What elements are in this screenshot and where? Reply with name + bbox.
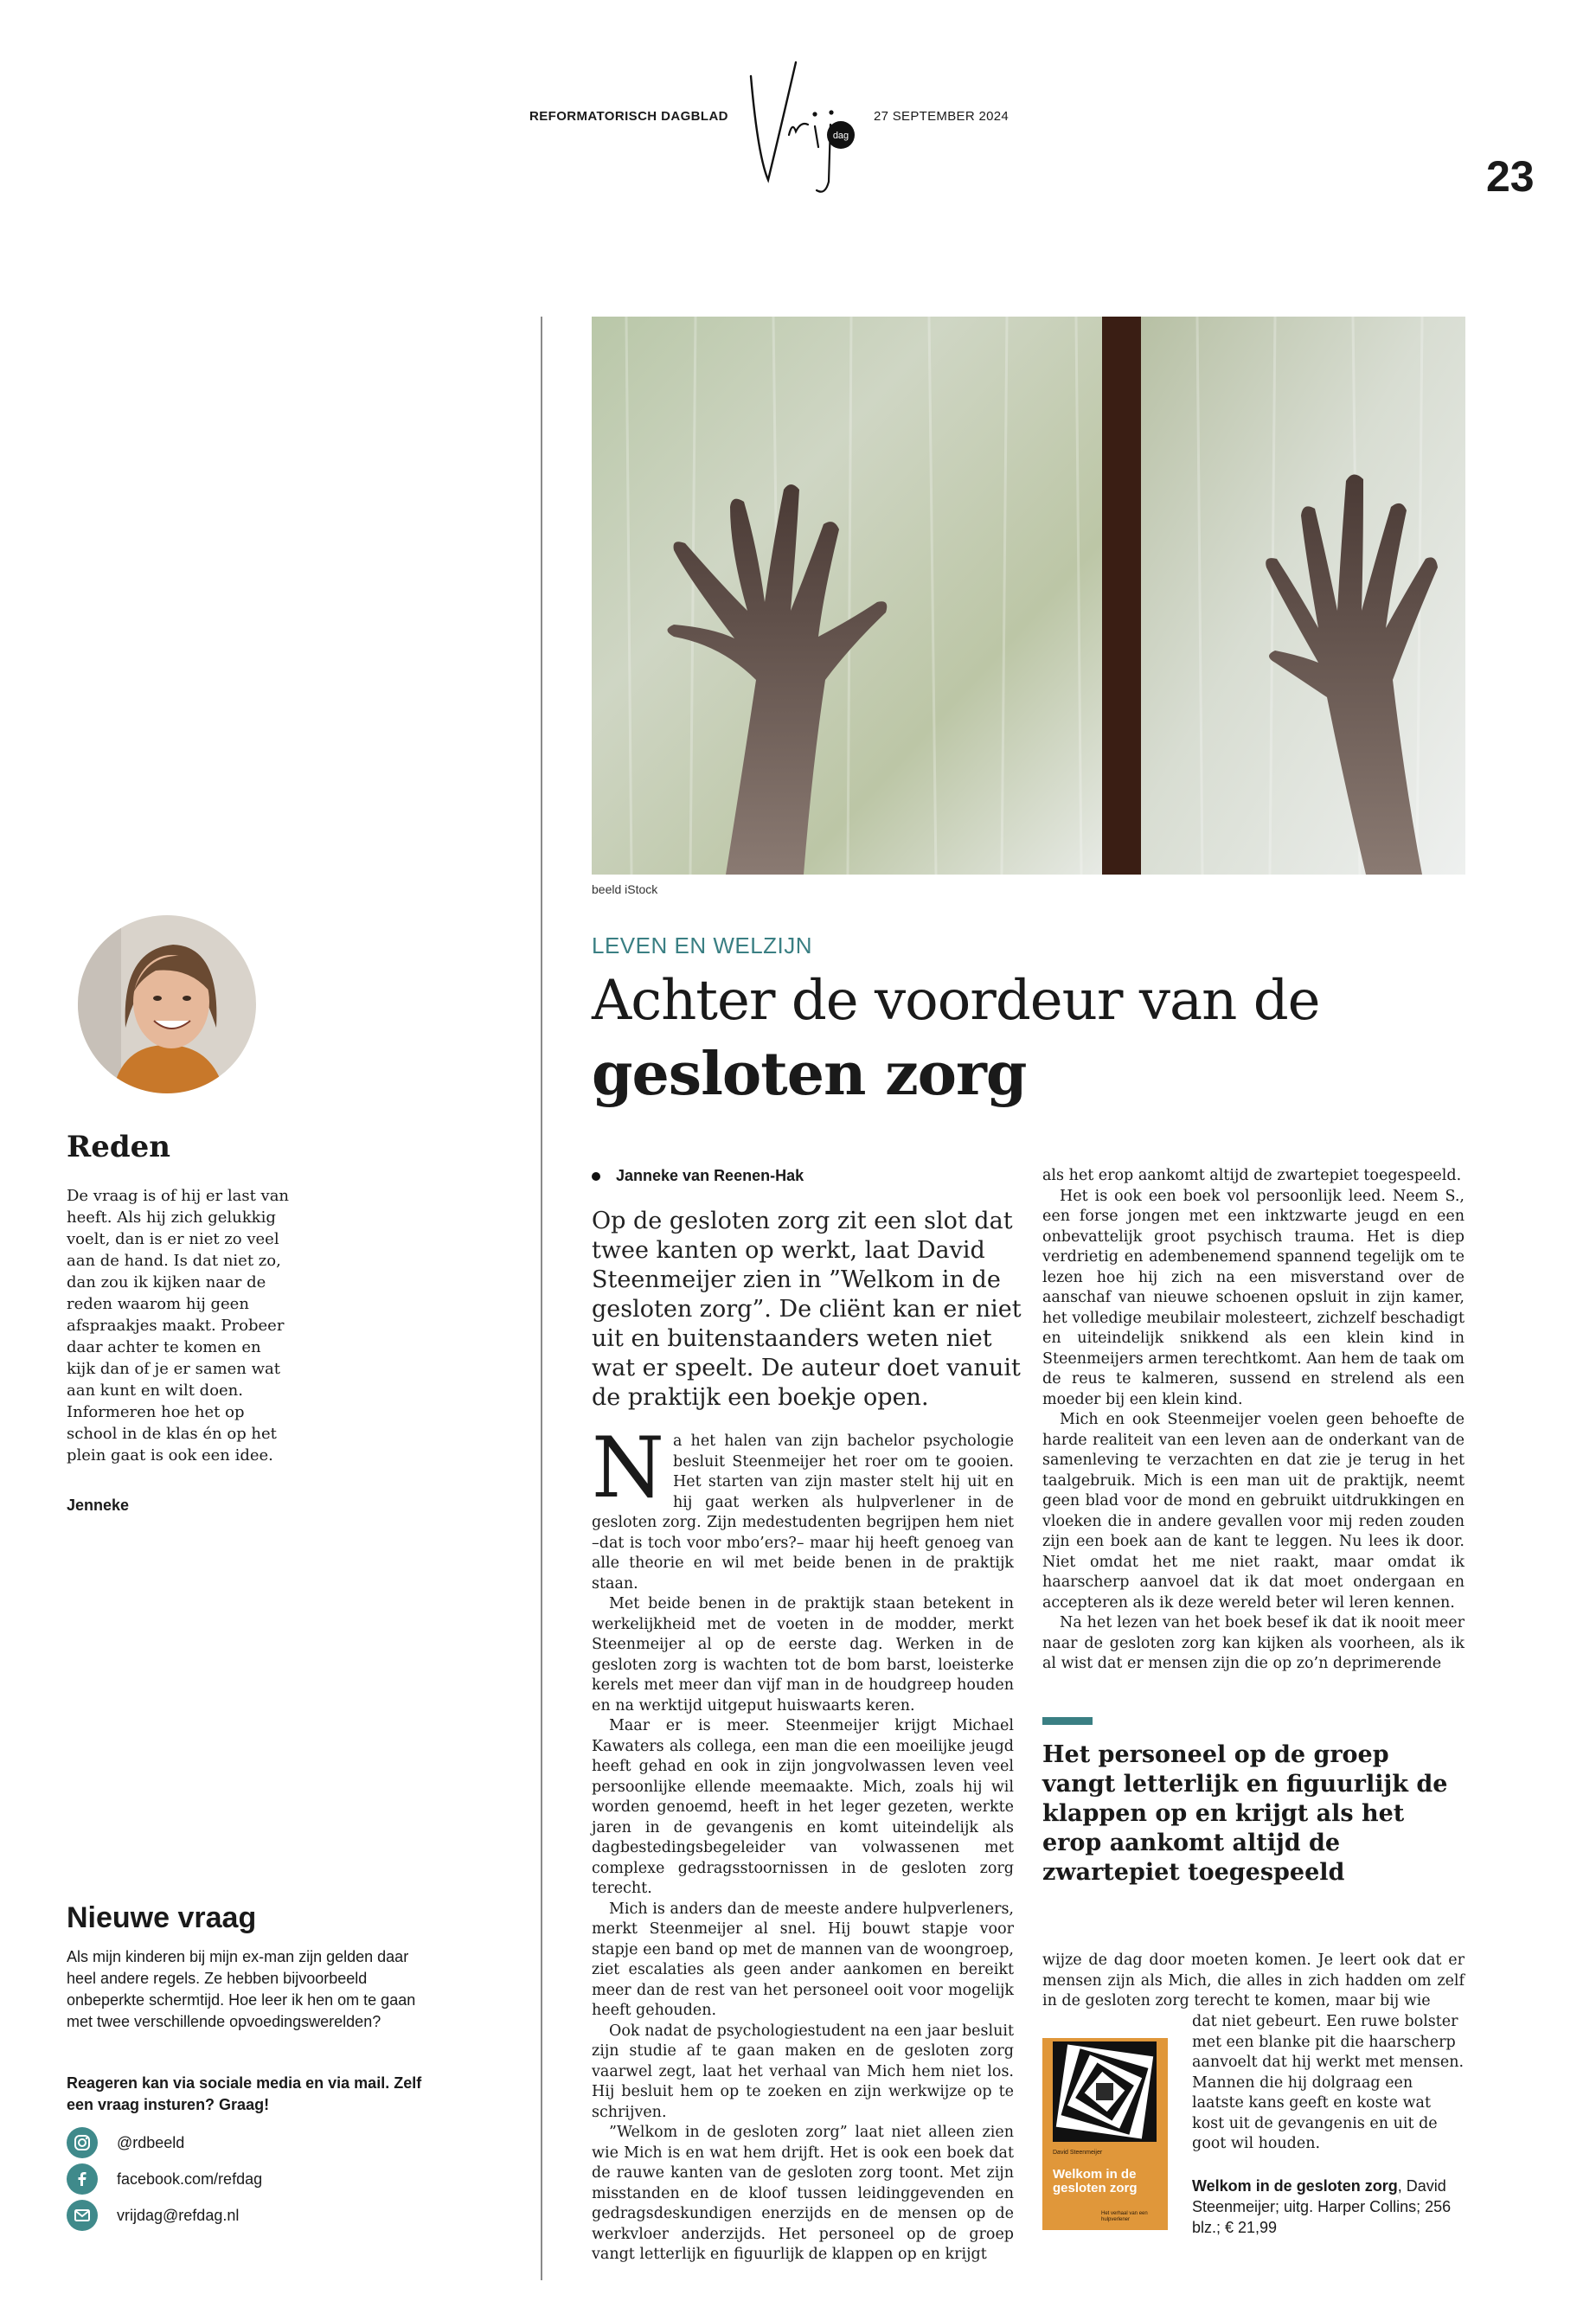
book-cover-author: David Steenmeijer: [1053, 2150, 1103, 2156]
paragraph: als het erop aankomt altijd de zwartepiet toegespeeld.: [1042, 1167, 1462, 1184]
book-info-title: Welkom in de gesloten zorg: [1192, 2177, 1398, 2195]
dropcap: N: [592, 1420, 664, 1516]
social-facebook[interactable]: [67, 2163, 430, 2195]
paragraph: Maar er is meer. Steenmeijer krijgt Michael Kawaters als collega, een man die een moeilijke jeugd heeft gehad en ook in zijn jongvolwassen leven veel persoonlijke ellende meemaakte. Mich, zoals hij wil worden genoemd, heeft in het leger gezeten, werkte jaren in de gevangenis en komt uiteindelijk als dagbestedingsbegeleider van volwassenen met complexe gedragsstoornissen in de gesloten zorg terecht.: [592, 1717, 1014, 1897]
new-question-title: Nieuwe vraag: [67, 1901, 257, 1934]
social-instagram[interactable]: [67, 2126, 430, 2159]
social-facebook-label: facebook.com/refdag: [117, 2170, 263, 2188]
byline-bullet-icon: [592, 1172, 600, 1181]
article-column-1: [592, 1420, 1014, 2266]
headline-line-1: Achter de voordeur van de: [592, 969, 1320, 1033]
mail-icon: [67, 2200, 98, 2231]
social-instagram-label: @rdbeeld: [117, 2133, 185, 2151]
masthead: [0, 52, 1596, 199]
section-kicker: LEVEN EN WELZIJN: [592, 933, 813, 958]
article-column-2-beside-cover: dat niet gebeurt. Een ruwe bolster met een blanke pit die haarscherp aanvoelt dat hij werkt met mensen. Mannen die hij dolgraag een laatste kans geeft en koste wat kost uit de gevangenis en uit de goot wil houden.: [1192, 2013, 1465, 2152]
article-lead: Op de gesloten zorg zit een slot dat twee kanten op werkt, laat David Steenmeijer zien in ”Welkom in de gesloten zorg”. De cliënt kan er niet uit en buitenstaanders weten niet wat er speelt. De auteur doet vanuit de praktijk een boekje open.: [592, 1208, 1022, 1411]
facebook-icon: [67, 2163, 98, 2195]
masthead-paper-name: REFORMATORISCH DAGBLAD: [529, 109, 728, 124]
social-mail-label: vrijdag@refdag.nl: [117, 2206, 240, 2224]
book-cover-title: Welkom in de gesloten zorg: [1053, 2167, 1138, 2195]
hero-photo: [592, 317, 1465, 875]
paragraph: Met beide benen in de praktijk staan betekent in werkelijkheid met de voeten in de modder, merkt Steenmeijer al op de eerste dag. Werken in de gesloten zorg is wachten tot de bom barst, loeisterke kerels met meer dan vijf man in de houdgreep houden en na werktijd uitgeput huiswaarts keren.: [592, 1595, 1014, 1715]
page-number: 23: [1486, 152, 1535, 201]
headline-line-2: gesloten zorg: [592, 1040, 1027, 1109]
paragraph: Ook nadat de psychologiestudent na een jaar besluit zijn studie af te gaan maken en de gesloten zorg vaarwel zegt, laat het verhaal van Mich hem niet los. Hij besluit hem op te zoeken en zijn werkwijze op te schrijven.: [592, 2022, 1014, 2121]
social-mail[interactable]: [67, 2199, 430, 2232]
new-question-cta: Reageren kan via sociale media en via mail. Zelf een vraag insturen? Graag!: [67, 2074, 422, 2113]
article-column-2: [1042, 1166, 1465, 1675]
byline: [592, 1167, 804, 1185]
sidebar-title: Reden: [67, 1130, 171, 1164]
author-avatar: [78, 915, 256, 1093]
pullquote-accent-bar: [1042, 1717, 1093, 1725]
paragraph: ”Welkom in de gesloten zorg” laat niet alleen zien wie Mich is en wat hem drijft. Het is ook een boek dat de rauwe kanten van de gesloten zorg toont. Met zijn misstanden en de kloof tussen leidinggevenden en gedragsdeskundigen enerzijds en de mensen op de werkvloer anderzijds. Het personeel op de groep vangt letterlijk en figuurlijk de klappen op en krijgt: [592, 2124, 1014, 2263]
new-question-text: Als mijn kinderen bij mijn ex-man zijn gelden daar heel andere regels. Ze hebben bijvoorbeeld onbeperkte schermtijd. Hoe leer ik hen om te gaan met twee verschillende opvoedingswerelden?: [67, 1948, 416, 2030]
paragraph: Het is ook een boek vol persoonlijk leed. Neem S., een forse jongen met een inktzwarte jeugd en een onbevattelijk groot psychisch trauma. Het is diep verdrietig en adembenemend spannend tegelijk om te lezen hoe hij zich na een misverstand over de aanschaf van nieuwe schoenen opsluit in zijn kamer, het volledige meubilair molesteert, zichzelf beschadigt en uiteindelijk snikkend als een klein kind in Steenmeijers armen terechtkomt. Aan hem de taak om de reus te kalmeren, sussend en strelend als een moeder bij een klein kind.: [1042, 1187, 1465, 1408]
paragraph: Mich en ook Steenmeijer voelen geen behoefte de harde realiteit van een leven aan de onderkant van de samenleving te verzachten en dat zie je terug in het taalgebruik. Mich is een man uit de praktijk, neemt geen blad voor de mond en gebruikt uitdrukkingen en vloeken die in andere gevallen voor mij reden zouden zijn een boek aan de kant te leggen. Nu lees ik door. Niet omdat het me niet raakt, maar omdat ik haarscherp aanvoel dat ik dat moet ondergaan en accepteren als ik deze wereld beter wil leren kennen.: [1042, 1411, 1465, 1612]
pullquote: Het personeel op de groep vangt letterlijk en figuurlijk de klappen op en krijgt als het erop aankomt altijd de zwartepiet toegespeeld: [1042, 1741, 1448, 1886]
vrijdag-logo: [735, 52, 861, 199]
book-cover-subtitle: Het verhaal van een hulpverlener: [1101, 2211, 1148, 2222]
logo-badge-text: dag: [832, 131, 849, 141]
sidebar-author: Jenneke: [67, 1497, 130, 1514]
photo-credit: beeld iStock: [592, 882, 658, 896]
column-divider: [541, 317, 542, 2280]
article-column-2-continued: wijze de dag door moeten komen. Je leert ook dat er mensen zijn als Mich, die alles in zich hadden om zelf in de gesloten zorg terecht te komen, maar bij wie: [1042, 1952, 1465, 2009]
book-info: [1192, 2176, 1465, 2238]
paragraph: Mich is anders dan de meeste andere hulpverleners, merkt Steenmeijer al snel. Hij bouwt stapje voor stapje een band op met de mannen van de woongroep, ziet escalaties als geen ander aankomen en bereikt meer dan de rest van het personeel ooit voor mogelijk heeft gehouden.: [592, 1900, 1014, 2019]
sidebar-answer-text: De vraag is of hij er last van heeft. Als hij zich gelukkig voelt, dan is er niet zo veel aan de hand. Is dat niet zo, dan zou ik kijken naar de reden waarom hij geen afspraakjes maakt. Probeer daar achter te komen en kijk dan of je er samen wat aan kunt en wilt doen. Informeren hoe het op school in de klas én op het plein gaat is ook een idee.: [67, 1187, 290, 1465]
byline-author: Janneke van Reenen-Hak: [616, 1167, 804, 1184]
book-info-details: , David Steenmeijer; uitg. Harper Collins; 256 blz.; € 21,99: [1192, 2177, 1452, 2236]
paragraph: Na het lezen van het boek besef ik dat ik nooit meer naar de gesloten zorg kan kijken als voorheen, als ik al wist dat er mensen zijn die op zo’n deprimerende: [1042, 1614, 1465, 1672]
masthead-date: 27 SEPTEMBER 2024: [874, 109, 1010, 124]
book-cover-image: [1042, 2038, 1168, 2230]
paragraph: Na het halen van zijn bachelor psychologie besluit Steenmeijer het roer om te gooien. Het starten van zijn master stelt hij uit en hij gaat werken als hulpverlener in de gesloten zorg. Zijn medestudenten begrijpen hem niet –dat is toch voor mbo’ers?– maar hij heeft genoeg van alle theorie en wil met beide benen in de praktijk staan.: [592, 1420, 1014, 1593]
instagram-icon: [67, 2127, 98, 2158]
